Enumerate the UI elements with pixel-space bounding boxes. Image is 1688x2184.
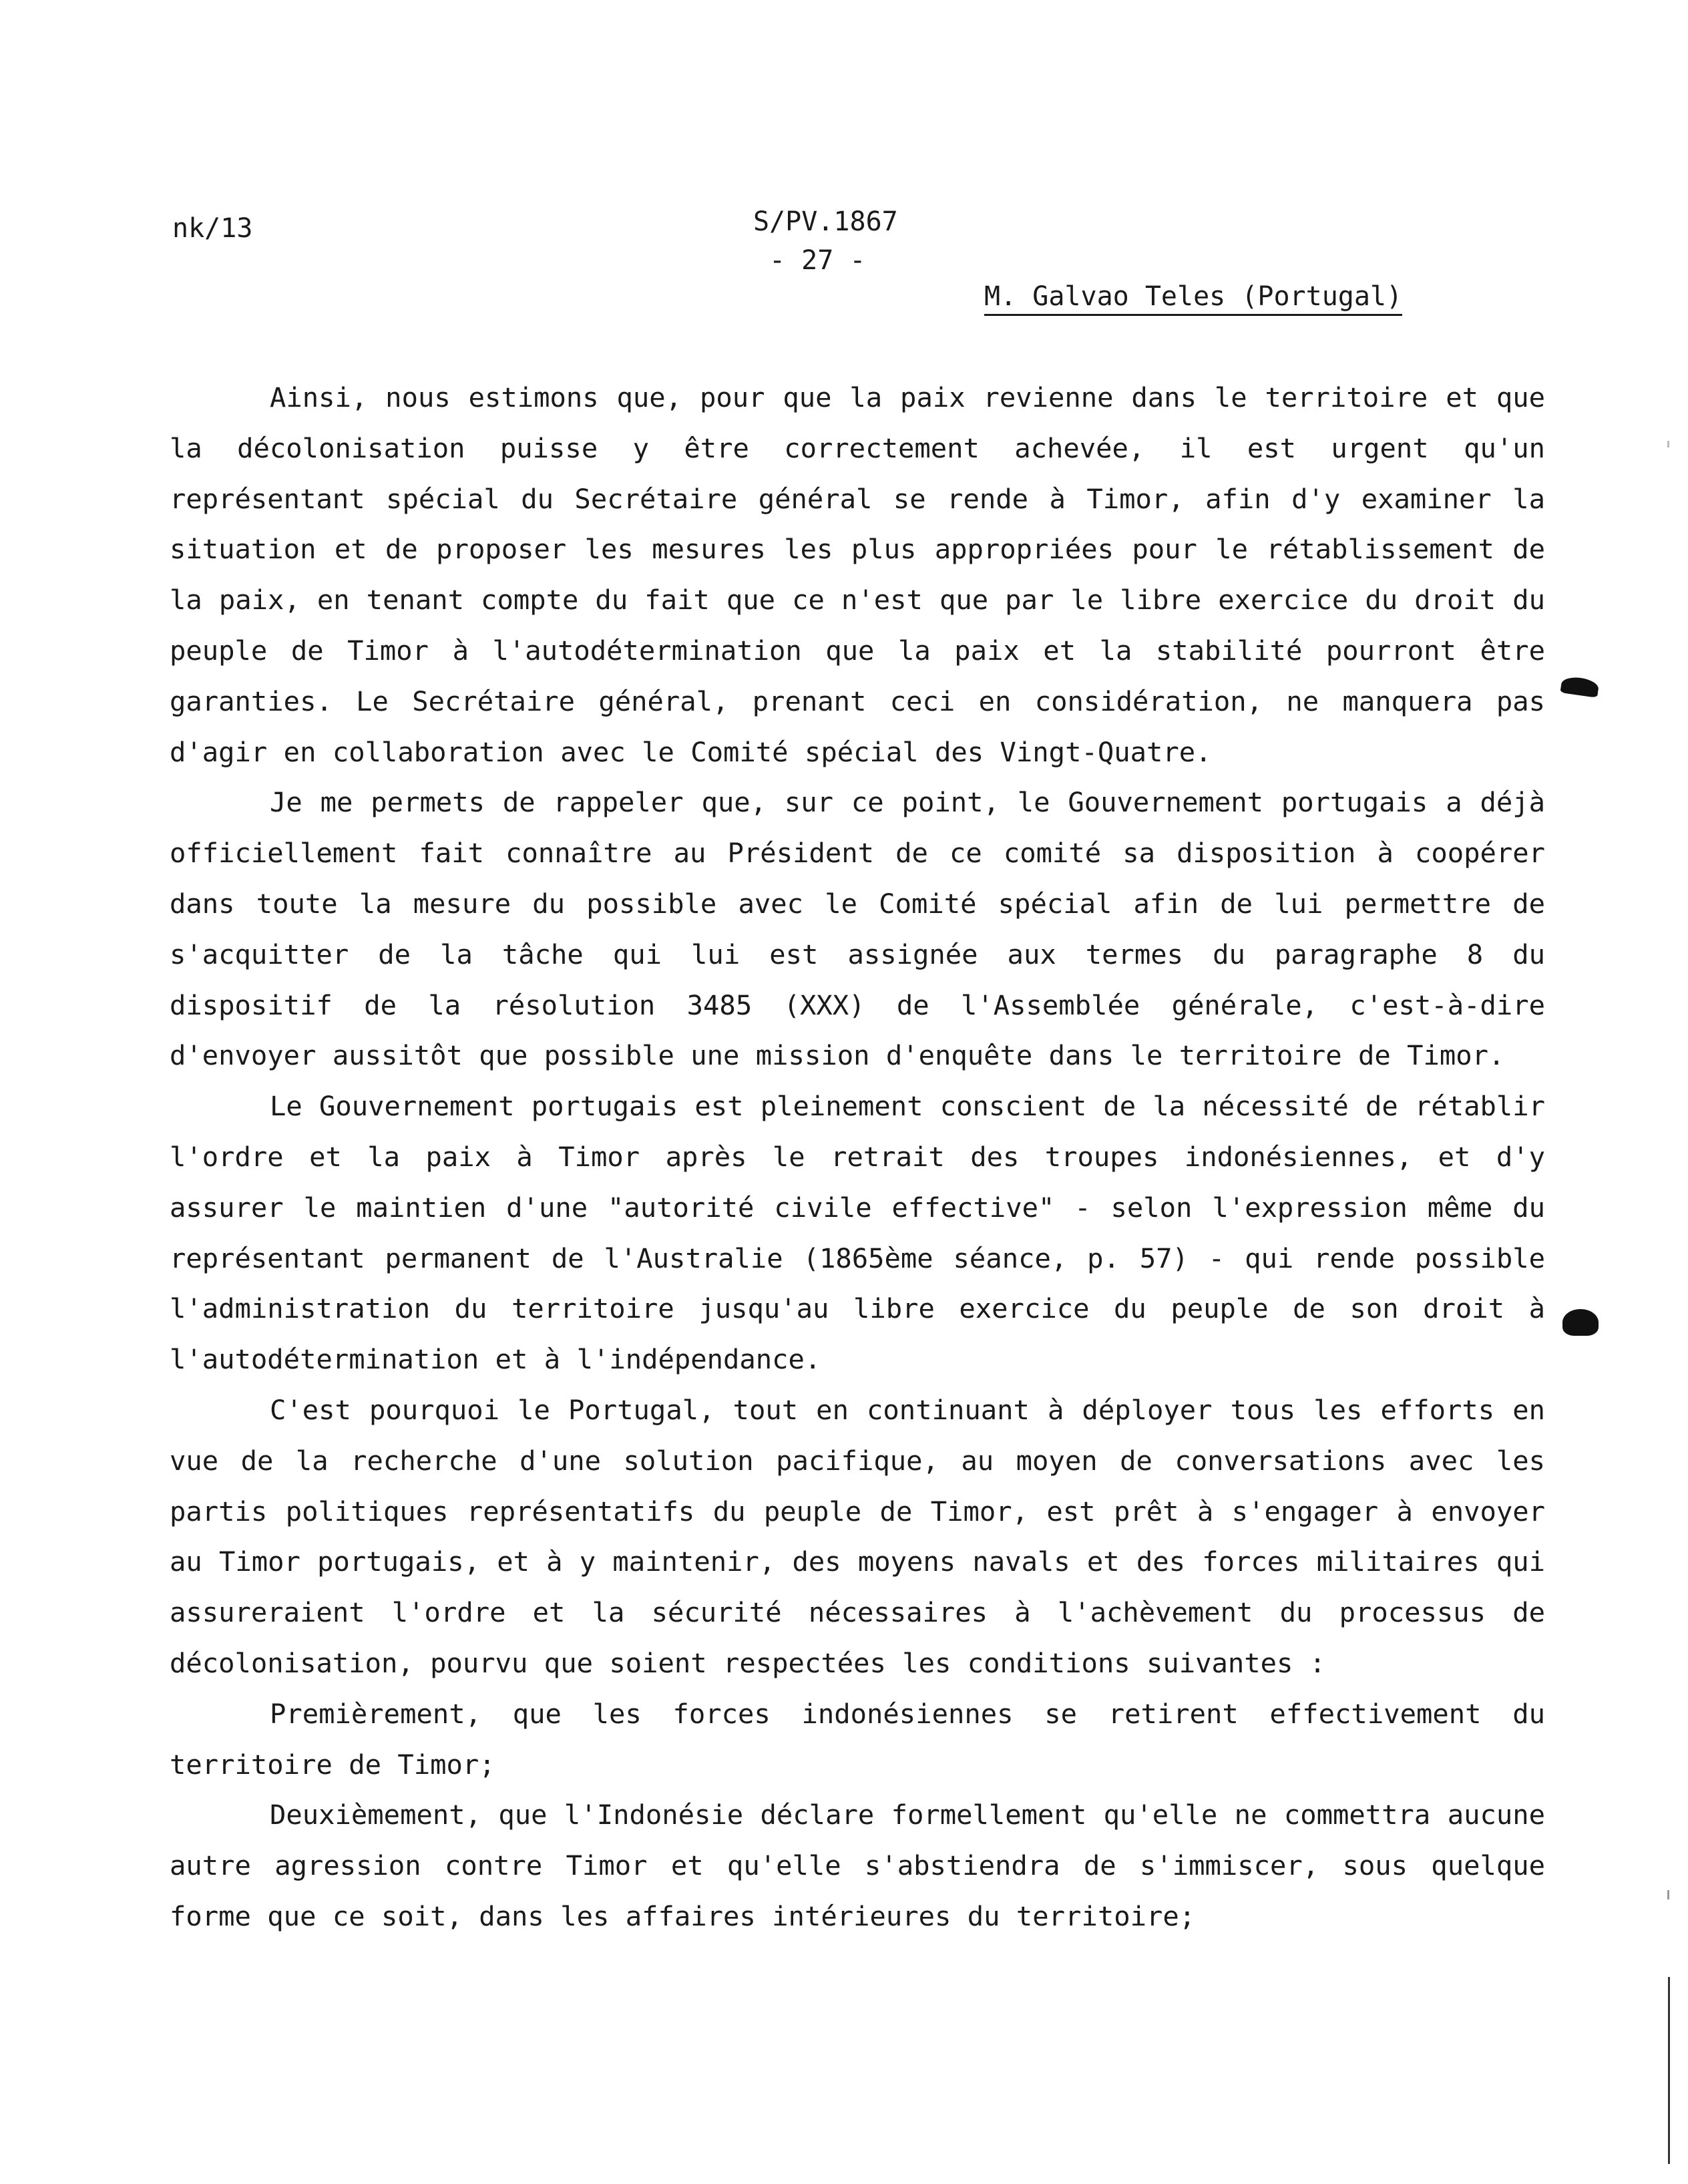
- document-reference: nk/13: [172, 213, 253, 244]
- margin-scan-mark: [1560, 675, 1599, 698]
- paragraph-6: Deuxièmement, que l'Indonésie déclare formellement qu'elle ne commettra aucune autre agression contre Timor et qu'elle s'abstiendra de s'immiscer, sous quelque forme que ce soit, dans les affaires intérieures du territoire;: [170, 1799, 1545, 1932]
- paragraph-1: Ainsi, nous estimons que, pour que la paix revienne dans le territoire et que la décolonisation puisse y être correctement achevée, il est urgent qu'un représentant spécial du Secrétaire général se rende à Timor, afin d'y examiner la situation et de proposer les mesures les plus appropriées pour le rétablissement de la paix, en tenant compte du fait que ce n'est que par le libre exercice du droit du peuple de Timor à l'autodétermination que la paix et la stabilité pourront être garanties. Le Secrétaire général, prenant ceci en considération, ne manquera pas d'agir en collaboration avec le Comité spécial des Vingt-Quatre.: [170, 381, 1545, 768]
- paragraph-4: C'est pourquoi le Portugal, tout en continuant à déployer tous les efforts en vue de la recherche d'une solution pacifique, au moyen de conversations avec les partis politiques représentatifs du peuple de Timor, est prêt à s'engager à envoyer au Timor portugais, et à y maintenir, des moyens navals et des forces militaires qui assureraient l'ordre et la sécurité nécessaires à l'achèvement du processus de décolonisation, pourvu que soient respectées les conditions suivantes :: [170, 1393, 1545, 1679]
- speech-body: [170, 373, 1545, 1942]
- scan-edge-line: [1667, 441, 1669, 447]
- margin-scan-mark: [1562, 1309, 1599, 1336]
- page-number: - 27 -: [769, 245, 866, 276]
- speaker-heading: M. Galvao Teles (Portugal): [984, 283, 1402, 316]
- paragraph-5: Premièrement, que les forces indonésiennes se retirent effectivement du territoire de Timor;: [170, 1697, 1545, 1781]
- scan-edge-line: [1667, 1890, 1669, 1899]
- paragraph-3: Le Gouvernement portugais est pleinement conscient de la nécessité de rétablir l'ordre et la paix à Timor après le retrait des troupes indonésiennes, et d'y assurer le maintien d'une "autorité civile effective" - selon l'expression même du représentant permanent de l'Australie (1865ème séance, p. 57) - qui rende possible l'administration du territoire jusqu'au libre exercice du peuple de son droit à l'autodétermination et à l'indépendance.: [170, 1090, 1545, 1376]
- document-symbol: S/PV.1867: [753, 206, 898, 237]
- scan-edge-line: [1668, 1977, 1670, 2164]
- paragraph-2: Je me permets de rappeler que, sur ce point, le Gouvernement portugais a déjà officiellement fait connaître au Président de ce comité sa disposition à coopérer dans toute la mesure du possible avec le Comité spécial afin de lui permettre de s'acquitter de la tâche qui lui est assignée aux termes du paragraphe 8 du dispositif de la résolution 3485 (XXX) de l'Assemblée générale, c'est-à-dire d'envoyer aussitôt que possible une mission d'enquête dans le territoire de Timor.: [170, 786, 1545, 1072]
